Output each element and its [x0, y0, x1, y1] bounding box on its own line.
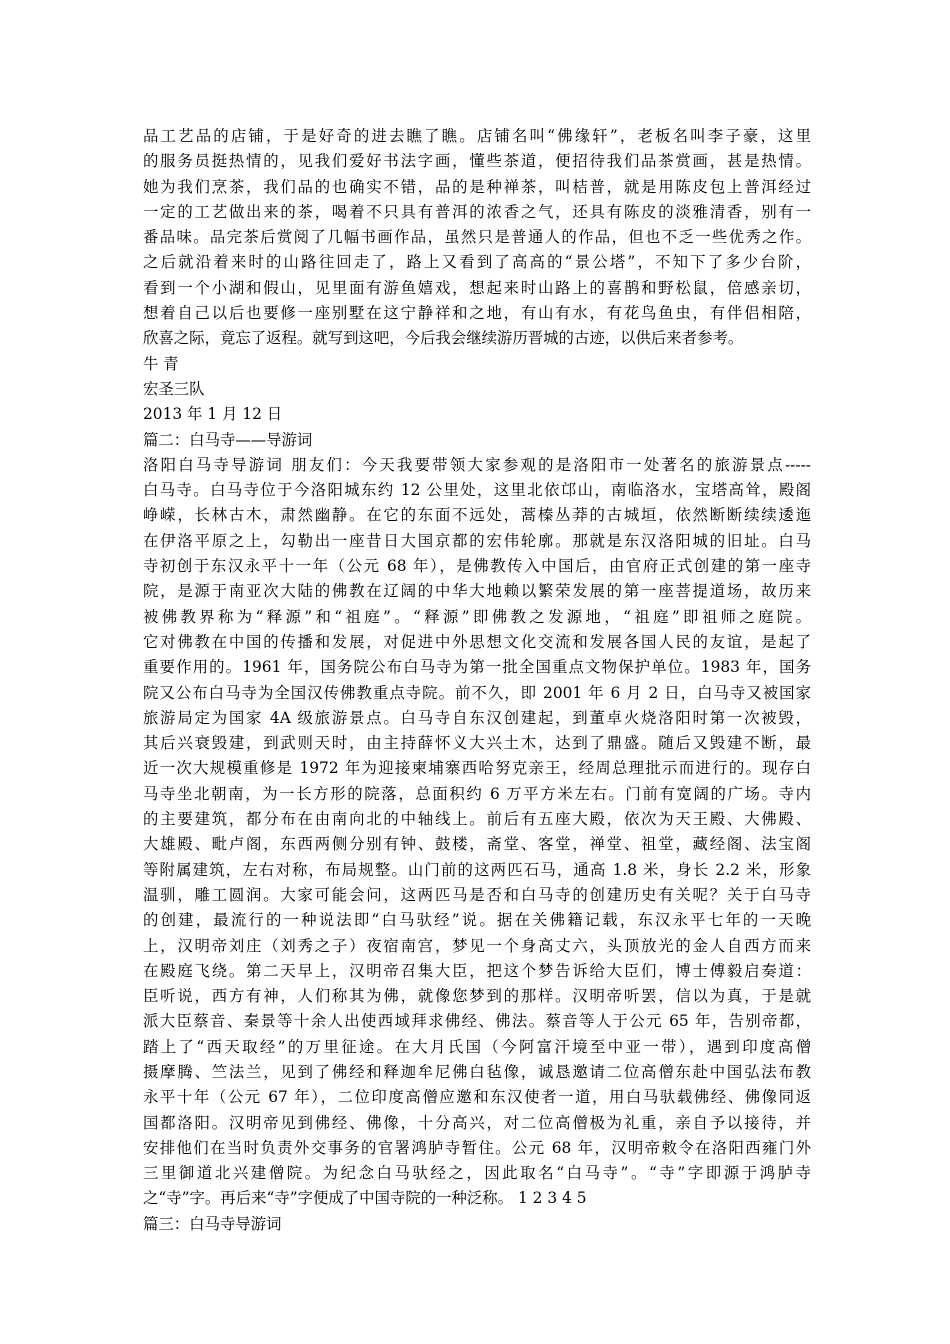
section-heading: 篇二：白马寺——导游词: [143, 430, 313, 449]
text-line: 摄摩腾、竺法兰，见到了佛经和释迦牟尼佛白毡像，诚恳邀请二位高僧东赴中国弘法布教: [143, 1062, 811, 1081]
text-line: 之“寺”字。再后来“寺”字便成了中国寺院的一种泛称。 1 2 3 4 5: [143, 1189, 587, 1208]
text-line: 一定的工艺做出来的茶，喝着不只具有普洱的浓香之气，还具有陈皮的淡雅清香，别有一: [143, 202, 811, 221]
text-line: 派大臣蔡音、秦景等十余人出使西域拜求佛经、佛法。蔡音等人于公元 65 年，告别帝都，: [143, 1012, 811, 1031]
text-line: 大雄殿、毗卢阁，东西两侧分别有钟、鼓楼，斋堂、客堂，禅堂、祖堂，藏经阁、法宝阁: [143, 835, 811, 854]
text-line: 想着自己以后也要修一座别墅在这宁静祥和之地，有山有水，有花鸟鱼虫，有伴侣相陪，: [143, 304, 811, 323]
text-line: 的创建，最流行的一种说法即“白马驮经”说。据在关佛籍记载，东汉永平七年的一天晚: [143, 911, 811, 930]
text-line: 番品味。品完茶后赏阅了几幅书画作品，虽然只是普通人的作品，但也不乏一些优秀之作。: [143, 228, 811, 247]
text-line: 她为我们烹茶，我们品的也确实不错，品的是种禅茶，叫桔普，就是用陈皮包上普洱经过: [143, 177, 811, 196]
text-line: 等附属建筑，左右对称，布局规整。山门前的这两匹石马，通高 1.8 米，身长 2.2 米，形象: [143, 860, 811, 879]
text-line: 旅游局定为国家 4A 级旅游景点。白马寺自东汉创建起，到董卓火烧洛阳时第一次被毁，: [143, 708, 811, 727]
text-line: 它对佛教在中国的传播和发展，对促进中外思想文化交流和发展各国人民的友谊，是起了: [143, 632, 811, 651]
text-line: 的服务员挺热情的，见我们爱好书法字画，懂些茶道，便招待我们品茶赏画，甚是热情。: [143, 152, 811, 171]
text-line: 踏上了“西天取经”的万里征途。在大月氏国（今阿富汗境至中亚一带），遇到印度高僧: [143, 1037, 811, 1056]
text-line: 被佛教界称为“释源”和“祖庭”。“释源”即佛教之发源地，“祖庭”即祖师之庭院。: [143, 607, 811, 626]
text-line: 国都洛阳。汉明帝见到佛经、佛像，十分高兴，对二位高僧极为礼重，亲自予以接待，并: [143, 1113, 811, 1132]
text-line: 上，汉明帝刘庄（刘秀之子）夜宿南宫，梦见一个身高丈六，头顶放光的金人自西方而来: [143, 936, 811, 955]
section-heading: 篇三：白马寺导游词: [143, 1214, 282, 1233]
document-page: [143, 124, 811, 1237]
author-team: 宏圣三队: [143, 379, 205, 398]
text-line: 品工艺品的店铺，于是好奇的进去瞧了瞧。店铺名叫“佛缘轩”，老板名叫李子豪，这里: [143, 127, 811, 145]
text-line: 看到一个小湖和假山，见里面有游鱼嬉戏，想起来时山路上的喜鹊和野松鼠，倍感亲切，: [143, 278, 811, 297]
text-line: 永平十年（公元 67 年），二位印度高僧应邀和东汉使者一道，用白马驮载佛经、佛像同返: [143, 1088, 811, 1107]
text-line: 院又公布白马寺为全国汉传佛教重点寺院。前不久，即 2001 年 6 月 2 日，白马寺又被国家: [143, 683, 811, 702]
text-line: 洛阳白马寺导游词 朋友们：今天我要带领大家参观的是洛阳市一处著名的旅游景点-----: [143, 455, 811, 474]
text-line: 其后兴衰毁建，到武则天时，由主持薛怀义大兴土木，达到了鼎盛。随后又毁建不断，最: [143, 734, 811, 753]
text-line: 院，是源于南亚次大陆的佛教在辽阔的中华大地赖以繁荣发展的第一座菩提道场，故历来: [143, 582, 811, 601]
text-line: 马寺坐北朝南，为一长方形的院落，总面积约 6 万平方米左右。门前有宽阔的广场。寺内: [143, 784, 811, 803]
text-line: 近一次大规模重修是 1972 年为迎接柬埔寨西哈努克亲王，经周总理批示而进行的。现存白: [143, 759, 811, 778]
text-line: 三里御道北兴建僧院。为纪念白马驮经之，因此取名“白马寺”。“寺”字即源于鸿胪寺: [143, 1164, 811, 1183]
text-line: 臣听说，西方有神，人们称其为佛，就像您梦到的那样。汉明帝听罢，信以为真，于是就: [143, 987, 811, 1006]
text-line: 温驯，雕工圆润。大家可能会问，这两匹马是否和白马寺的创建历史有关呢？关于白马寺: [143, 885, 811, 904]
text-line: 欣喜之际，竟忘了返程。就写到这吧，今后我会继续游历晋城的古迹，以供后来者参考。: [143, 329, 744, 348]
date-line: 2013 年 1 月 12 日: [143, 405, 283, 424]
text-line: 寺初创于东汉永平十一年（公元 68 年），是佛教传入中国后，由官府正式创建的第一座寺: [143, 557, 811, 576]
text-line: 在伊洛平原之上，勾勒出一座昔日大国京都的宏伟轮廓。那就是东汉洛阳城的旧址。白马: [143, 531, 811, 550]
text-line: 安排他们在当时负责外交事务的官署鸿胪寺暂住。公元 68 年，汉明帝敕令在洛阳西雍门外: [143, 1138, 811, 1157]
author-name: 牛 青: [143, 354, 179, 373]
text-line: 白马寺。白马寺位于今洛阳城东约 12 公里处，这里北依邙山，南临洛水，宝塔高耸，殿阁: [143, 481, 811, 500]
text-line: 在殿庭飞绕。第二天早上，汉明帝召集大臣，把这个梦告诉给大臣们，博士傅毅启奏道：: [143, 961, 811, 980]
text-line: 重要作用的。1961 年，国务院公布白马寺为第一批全国重点文物保护单位。1983 年，国务: [143, 658, 811, 677]
text-line: 峥嵘，长林古木，肃然幽静。在它的东面不远处，蒿榛丛莽的古城垣，依然断断续续逶迤: [143, 506, 811, 525]
text-line: 之后就沿着来时的山路往回走了，路上又看到了高高的“景公塔”，不知下了多少台阶，: [143, 253, 811, 272]
text-line: 的主要建筑，都分布在由南向北的中轴线上。前后有五座大殿，依次为天王殿、大佛殿、: [143, 810, 811, 829]
